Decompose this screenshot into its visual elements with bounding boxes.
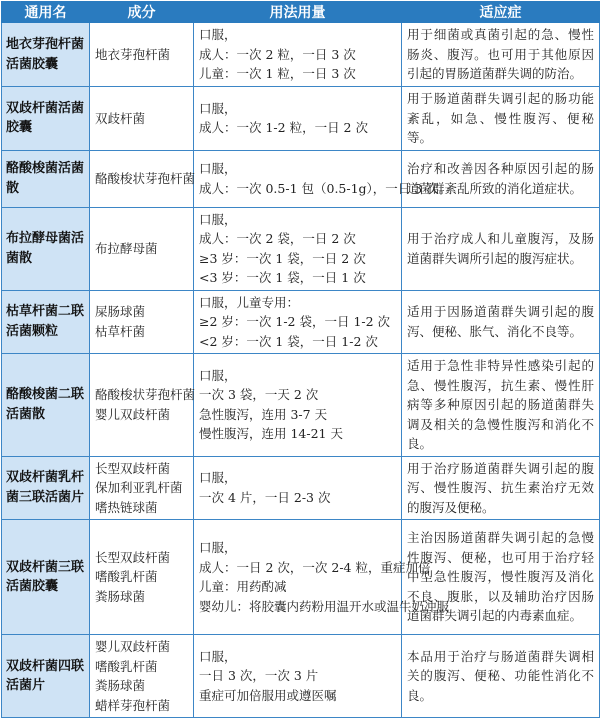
usage-cell (194, 290, 402, 354)
usage-line: ≥2 岁：一次 1-2 袋，一日 1-2 次 (199, 314, 391, 329)
ingredients-line: 蜡样芽孢杆菌 (95, 697, 171, 713)
usage-cell (194, 23, 402, 87)
drug-table (1, 1, 600, 718)
table-row (2, 23, 600, 87)
ingredients-line: 嗜酸乳杆菌 (95, 658, 158, 674)
ingredients-line: 婴儿双歧杆菌 (95, 406, 171, 422)
usage-line: 口服， (199, 367, 237, 383)
ingredients-line: 酪酸梭状芽孢杆菌 (95, 170, 196, 186)
usage-cell (194, 87, 402, 151)
drug-name-cell: 双歧杆菌乳杆菌三联活菌片 (2, 456, 90, 520)
usage-line: 重症可加倍服用或遵医嘱 (199, 687, 337, 703)
ingredients-line: 布拉酵母菌 (95, 240, 158, 256)
usage-line: 口服， (199, 100, 237, 116)
drug-name-cell: 酪酸梭菌活菌散 (2, 150, 90, 207)
usage-line: 婴幼儿：将胶囊内药粉用温开水或温牛奶冲服 (199, 598, 450, 614)
usage-line: 急性腹泻，连用 3-7 天 (199, 406, 328, 422)
usage-line: 口服， (199, 161, 237, 176)
usage-line: 口服， (199, 648, 237, 664)
ingredients-cell (90, 150, 194, 207)
indication-cell: 用于治疗成人和儿童腹泻，及肠道菌群失调所引起的腹泻症状。 (402, 207, 600, 290)
usage-line: 成人：一日 2 次，一次 2-4 粒，重症加倍 (199, 559, 431, 575)
header-ingredients: 成分 (90, 2, 194, 23)
ingredients-cell (90, 207, 194, 290)
drug-name-cell: 双歧杆菌四联活菌片 (2, 635, 90, 718)
usage-line: ≥3 岁：一次 1 袋，一日 2 次 (199, 250, 366, 266)
usage-cell (194, 520, 450, 635)
usage-line: 口服， (199, 470, 237, 486)
indication-cell: 主治因肠道菌群失调引起的急慢性腹泻、便秘，也可用于治疗轻中型急性腹泻，慢性腹泻及消化不良、腹胀，以及辅助治疗因肠道菌群失调引起的内毒素血症。 (402, 520, 600, 635)
usage-cell (194, 150, 452, 207)
usage-line: 口服， (199, 211, 237, 227)
usage-line: 慢性腹泻，连用 14-21 天 (199, 426, 343, 442)
indication-cell: 用于细菌或真菌引起的急、慢性肠炎、腹泻。也可用于其他原因引起的胃肠道菌群失调的防治。 (402, 23, 600, 87)
usage-line: 一次 4 片，一日 2-3 次 (199, 489, 331, 505)
ingredients-line: 枯草杆菌 (95, 323, 146, 339)
table-row (2, 150, 600, 207)
usage-cell (194, 354, 402, 457)
ingredients-cell (90, 23, 194, 87)
ingredients-cell (90, 290, 194, 354)
usage-line: 口服， (199, 540, 237, 555)
ingredients-line: 双歧杆菌 (95, 110, 146, 126)
ingredients-cell (90, 354, 194, 457)
ingredients-line: 粪肠球菌 (95, 678, 146, 693)
usage-cell (194, 456, 402, 520)
ingredients-line: 长型双歧杆菌 (95, 549, 171, 565)
usage-line: 儿童：一次 1 粒，一日 3 次 (199, 66, 356, 82)
table-header-row (2, 2, 600, 23)
usage-line: 口服， (199, 27, 237, 43)
indication-cell: 适用于急性非特异性感染引起的急、慢性腹泻，抗生素、慢性肝病等多种原因引起的肠道菌群失调及相关的急慢性腹泻和消化不良。 (402, 354, 600, 457)
usage-line: 成人：一次 1-2 粒，一日 2 次 (199, 120, 368, 136)
indication-cell: 用于肠道菌群失调引起的肠功能紊乱，如急、慢性腹泻、便秘等。 (402, 87, 600, 151)
ingredients-line: 粪肠球菌 (95, 588, 146, 604)
ingredients-cell (90, 456, 194, 520)
indication-cell: 用于治疗肠道菌群失调引起的腹泻、慢性腹泻、抗生素治疗无效的腹泻及便秘。 (402, 456, 600, 520)
header-usage-dosage: 用法用量 (194, 2, 402, 23)
drug-name-cell: 双歧杆菌活菌胶囊 (2, 87, 90, 151)
table-row (2, 520, 600, 635)
ingredients-line: 酪酸梭状芽孢杆菌 (95, 387, 196, 403)
drug-name-cell: 布拉酵母菌活菌散 (2, 207, 90, 290)
usage-cell (194, 207, 402, 290)
usage-cell (194, 635, 402, 718)
table-row (2, 635, 600, 718)
ingredients-cell (90, 520, 194, 635)
ingredients-cell (90, 635, 194, 718)
drug-name-cell: 地衣芽孢杆菌活菌胶囊 (2, 23, 90, 87)
indication-cell: 治疗和改善因各种原因引起的肠道菌群紊乱所致的消化道症状。 (402, 150, 600, 207)
usage-line: 成人：一次 2 袋，一日 2 次 (199, 231, 356, 246)
table-row (2, 456, 600, 520)
usage-line: 儿童：用药酌减 (199, 579, 287, 594)
table-row (2, 290, 600, 354)
ingredients-line: 长型双歧杆菌 (95, 460, 171, 476)
ingredients-line: 嗜热链球菌 (95, 499, 158, 515)
drug-name-cell: 酪酸梭菌二联活菌散 (2, 354, 90, 457)
indication-cell: 本品用于治疗与肠道菌群失调相关的腹泻、便秘、功能性消化不良。 (402, 635, 600, 718)
ingredients-line: 保加利亚乳杆菌 (95, 480, 183, 495)
usage-line: <2 岁：一次 1 袋，一日 1-2 次 (199, 333, 378, 349)
drug-name-cell: 枯草杆菌二联活菌颗粒 (2, 290, 90, 354)
ingredients-line: 嗜酸乳杆菌 (95, 569, 158, 585)
ingredients-line: 婴儿双歧杆菌 (95, 639, 171, 654)
header-indications: 适应症 (402, 2, 600, 23)
ingredients-cell (90, 87, 194, 151)
table-row (2, 354, 600, 457)
usage-line: 成人：一次 2 粒，一日 3 次 (199, 46, 356, 62)
usage-line: 口服，儿童专用： (199, 294, 300, 310)
usage-line: 成人：一次 0.5-1 包（0.5-1g），一日 3 次。 (199, 180, 452, 196)
usage-line: 一次 3 袋，一天 2 次 (199, 387, 319, 403)
table-row (2, 87, 600, 151)
table-row (2, 207, 600, 290)
ingredients-line: 屎肠球菌 (95, 304, 146, 320)
usage-line: <3 岁：一次 1 袋，一日 1 次 (199, 270, 366, 285)
table-body (2, 23, 600, 718)
indication-cell: 适用于因肠道菌群失调引起的腹泻、便秘、胀气、消化不良等。 (402, 290, 600, 354)
ingredients-line: 地衣芽孢杆菌 (95, 46, 171, 62)
drug-name-cell: 双歧杆菌三联活菌胶囊 (2, 520, 90, 635)
usage-line: 一日 3 次，一次 3 片 (199, 668, 319, 684)
header-generic-name: 通用名 (2, 2, 90, 23)
